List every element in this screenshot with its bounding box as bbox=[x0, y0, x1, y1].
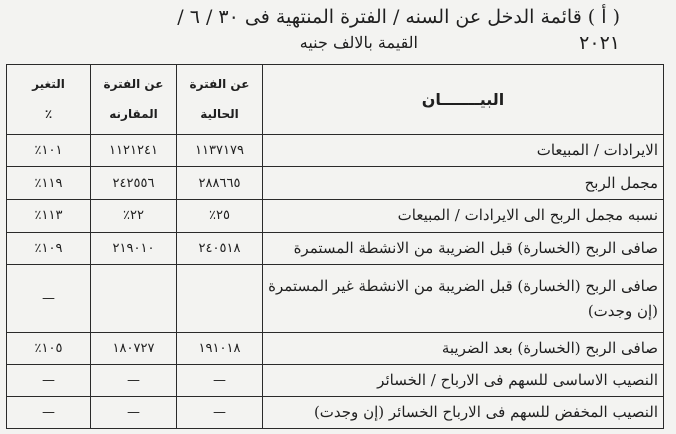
statement-title: ( أ ) قائمة الدخل عن السنه / الفترة المنتهية فى ٣٠ / ٦ / ٢٠٢١ bbox=[177, 6, 620, 54]
header-label: البيـــــــان bbox=[263, 65, 664, 135]
comparative-cell: — bbox=[91, 397, 177, 429]
header-comparative-line2: المقارنه bbox=[109, 107, 158, 122]
change-cell: ٪١٠١ bbox=[7, 134, 91, 167]
table-row bbox=[7, 332, 664, 364]
current-cell: — bbox=[177, 397, 263, 429]
current-cell: ١٩١٠١٨ bbox=[177, 332, 263, 364]
comparative-cell: ٪٢٢ bbox=[91, 200, 177, 233]
comparative-cell: ١٨٠٧٢٧ bbox=[91, 332, 177, 364]
change-cell: ٪١٠٥ bbox=[7, 332, 91, 364]
change-cell: — bbox=[7, 364, 91, 397]
table-row bbox=[7, 200, 664, 233]
change-cell: ٪١٠٩ bbox=[7, 232, 91, 265]
header-current-line2: الحالية bbox=[200, 107, 239, 122]
table-row bbox=[7, 134, 664, 167]
current-cell: ١١٣٧١٧٩ bbox=[177, 134, 263, 167]
header-row bbox=[7, 65, 664, 135]
header-change-line2: ٪ bbox=[44, 107, 53, 122]
change-cell: — bbox=[7, 397, 91, 429]
row-label: مجمل الربح bbox=[263, 167, 664, 200]
row-label: النصيب الاساسى للسهم فى الارباح / الخسائر bbox=[263, 364, 664, 397]
row-label: النصيب المخفض للسهم فى الارباح الخسائر (إن وجدت) bbox=[263, 397, 664, 429]
row-label: صافى الربح (الخسارة) قبل الضريبة من الانشطة غير المستمرة (إن وجدت) bbox=[263, 265, 664, 333]
current-cell: ٪٢٥ bbox=[177, 200, 263, 233]
header-comparative bbox=[91, 65, 177, 135]
change-cell: ٪١١٩ bbox=[7, 167, 91, 200]
table-row bbox=[7, 265, 664, 333]
comparative-cell: ١١٢١٢٤١ bbox=[91, 134, 177, 167]
change-cell: ٪١١٣ bbox=[7, 200, 91, 233]
income-statement-table bbox=[6, 64, 664, 429]
header-comparative-line1: عن الفترة bbox=[103, 77, 164, 92]
header-change-line1: التغير bbox=[32, 77, 65, 92]
row-label: نسبه مجمل الربح الى الايرادات / المبيعات bbox=[263, 200, 664, 233]
table-row bbox=[7, 167, 664, 200]
current-cell: ٢٨٨٦٦٥ bbox=[177, 167, 263, 200]
change-cell: — bbox=[7, 265, 91, 333]
row-label: الايرادات / المبيعات bbox=[263, 134, 664, 167]
table-row bbox=[7, 232, 664, 265]
table-row bbox=[7, 397, 664, 429]
row-label: صافى الربح (الخسارة) بعد الضريبة bbox=[263, 332, 664, 364]
comparative-cell bbox=[91, 265, 177, 333]
header-current bbox=[177, 65, 263, 135]
unit-note: القيمة بالالف جنيه bbox=[299, 33, 418, 52]
comparative-cell: ٢١٩٠١٠ bbox=[91, 232, 177, 265]
row-label: صافى الربح (الخسارة) قبل الضريبة من الانشطة المستمرة bbox=[263, 232, 664, 265]
comparative-cell: — bbox=[91, 364, 177, 397]
comparative-cell: ٢٤٢٥٥٦ bbox=[91, 167, 177, 200]
header-current-line1: عن الفترة bbox=[189, 77, 250, 92]
header-change bbox=[7, 65, 91, 135]
current-cell bbox=[177, 265, 263, 333]
current-cell: — bbox=[177, 364, 263, 397]
current-cell: ٢٤٠٥١٨ bbox=[177, 232, 263, 265]
table-row bbox=[7, 364, 664, 397]
